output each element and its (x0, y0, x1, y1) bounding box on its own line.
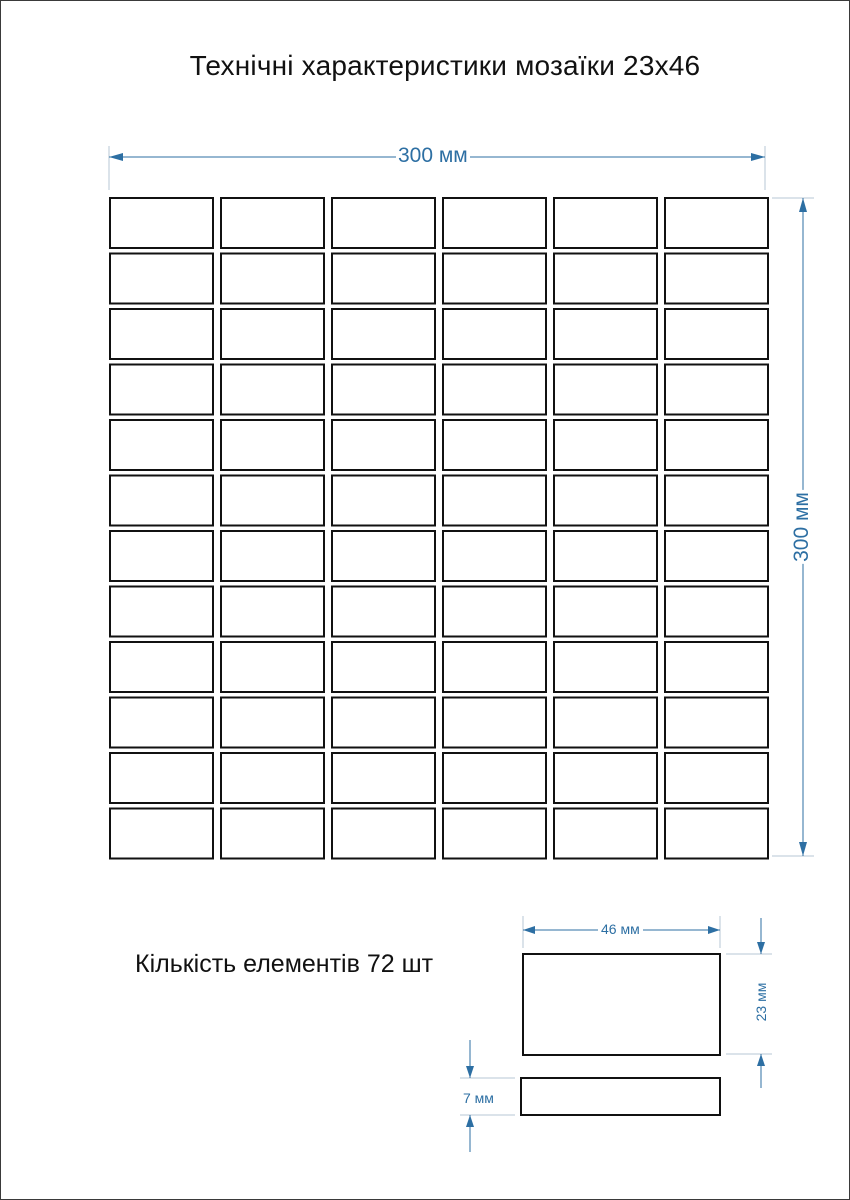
mosaic-tile (443, 531, 546, 581)
tile-grid (110, 198, 768, 859)
mosaic-tile (665, 698, 768, 748)
mosaic-tile (221, 420, 324, 470)
mosaic-tile (110, 587, 213, 637)
sheet-height-label: 300 мм (790, 492, 813, 562)
mosaic-tile (665, 642, 768, 692)
mosaic-tile (554, 365, 657, 415)
mosaic-tile (665, 809, 768, 859)
mosaic-tile (443, 365, 546, 415)
mosaic-tile (443, 809, 546, 859)
mosaic-tile (554, 309, 657, 359)
mosaic-tile (443, 198, 546, 248)
mosaic-tile (221, 753, 324, 803)
mosaic-tile (554, 698, 657, 748)
sheet-width-label: 300 мм (398, 144, 468, 167)
mosaic-tile (332, 531, 435, 581)
mosaic-tile (554, 198, 657, 248)
mosaic-tile (554, 809, 657, 859)
mosaic-tile (443, 587, 546, 637)
mosaic-tile (110, 420, 213, 470)
mosaic-tile (443, 753, 546, 803)
mosaic-tile (110, 753, 213, 803)
mosaic-tile (332, 365, 435, 415)
mosaic-tile (554, 753, 657, 803)
tile-thickness-label: 7 мм (463, 1090, 494, 1106)
mosaic-tile (665, 198, 768, 248)
mosaic-tile (665, 309, 768, 359)
page-title: Технічні характеристики мозаїки 23х46 (189, 50, 701, 81)
mosaic-tile (443, 698, 546, 748)
mosaic-tile (221, 642, 324, 692)
mosaic-tile (110, 698, 213, 748)
mosaic-tile (110, 642, 213, 692)
tile-height-label: 23 мм (753, 982, 769, 1022)
mosaic-tile (221, 698, 324, 748)
single-tile-side (521, 1078, 720, 1115)
mosaic-tile (110, 254, 213, 304)
mosaic-tile (221, 309, 324, 359)
mosaic-tile (332, 309, 435, 359)
mosaic-tile (332, 809, 435, 859)
mosaic-tile (221, 254, 324, 304)
mosaic-tile (554, 420, 657, 470)
mosaic-tile (110, 365, 213, 415)
tile-width-label: 46 мм (598, 921, 643, 937)
mosaic-tile (110, 198, 213, 248)
mosaic-tile (665, 365, 768, 415)
mosaic-tile (443, 642, 546, 692)
mosaic-tile (221, 365, 324, 415)
mosaic-tile (554, 254, 657, 304)
mosaic-tile (665, 587, 768, 637)
quantity-label: Кількість елементів 72 шт (135, 950, 434, 978)
mosaic-tile (332, 753, 435, 803)
mosaic-tile (554, 587, 657, 637)
mosaic-tile (665, 753, 768, 803)
mosaic-tile (665, 254, 768, 304)
mosaic-tile (665, 476, 768, 526)
single-tile-face (523, 954, 720, 1055)
mosaic-tile (443, 476, 546, 526)
mosaic-tile (221, 476, 324, 526)
mosaic-tile (221, 809, 324, 859)
mosaic-tile (221, 198, 324, 248)
mosaic-tile (665, 420, 768, 470)
mosaic-tile (332, 198, 435, 248)
mosaic-tile (110, 476, 213, 526)
mosaic-tile (443, 254, 546, 304)
mosaic-tile (443, 420, 546, 470)
mosaic-tile (110, 531, 213, 581)
mosaic-tile (221, 531, 324, 581)
mosaic-tile (443, 309, 546, 359)
mosaic-tile (110, 309, 213, 359)
mosaic-tile (554, 531, 657, 581)
mosaic-tile (332, 587, 435, 637)
mosaic-tile (221, 587, 324, 637)
mosaic-tile (110, 809, 213, 859)
mosaic-tile (665, 531, 768, 581)
mosaic-tile (332, 254, 435, 304)
mosaic-tile (554, 476, 657, 526)
mosaic-tile (332, 642, 435, 692)
mosaic-tile (332, 698, 435, 748)
mosaic-tile (332, 476, 435, 526)
mosaic-tile (332, 420, 435, 470)
mosaic-tile (554, 642, 657, 692)
